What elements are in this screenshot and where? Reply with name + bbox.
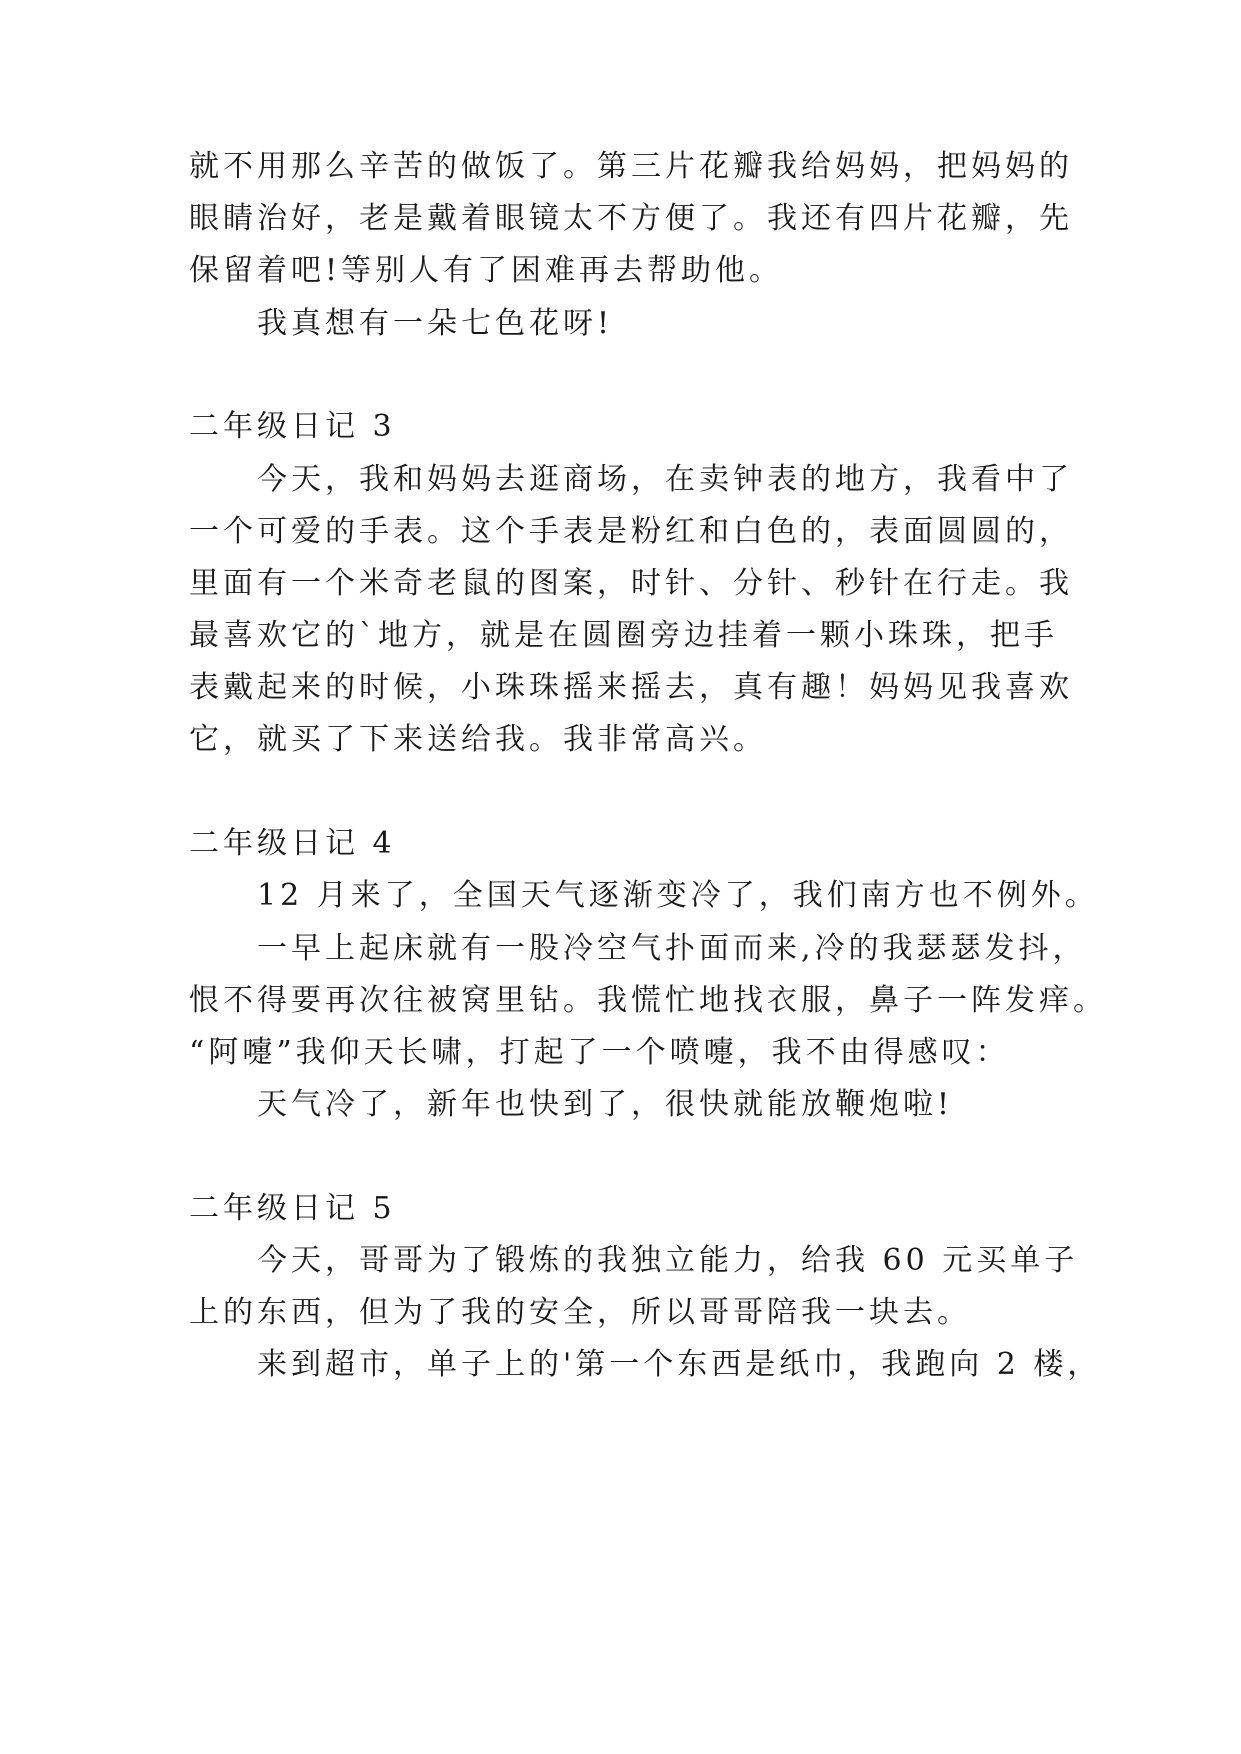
paragraph-line: 今天，我和妈妈去逛商场，在卖钟表的地方，我看中了 (257, 462, 1073, 497)
paragraph-line: 来到超市，单子上的'第一个东西是纸巾，我跑向 2 楼， (257, 1347, 1102, 1382)
section-heading: 二年级日记 4 (189, 826, 396, 861)
paragraph-line: 它，就买了下来送给我。我非常高兴。 (189, 722, 767, 757)
paragraph-line: 恨不得要再次往被窝里钻。我慌忙地找衣服，鼻子一阵发痒。 (189, 983, 1107, 1018)
paragraph-line: 12 月来了，全国天气逐渐变冷了，我们南方也不例外。 (257, 878, 1099, 913)
paragraph-line: 保留着吧!等别人有了困难再去帮助他。 (189, 253, 784, 288)
paragraph-line: 今天，哥哥为了锻炼的我独立能力，给我 60 元买单子 (257, 1243, 1079, 1278)
paragraph-line: 一个可爱的手表。这个手表是粉红和白色的，表面圆圆的， (189, 514, 1073, 549)
section-heading: 二年级日记 5 (189, 1191, 396, 1226)
paragraph-line: 天气冷了，新年也快到了，很快就能放鞭炮啦! (257, 1087, 954, 1122)
paragraph-line: 里面有一个米奇老鼠的图案，时针、分针、秒针在行走。我 (189, 566, 1073, 601)
paragraph-line: 一早上起床就有一股冷空气扑面而来,冷的我瑟瑟发抖， (257, 931, 1087, 966)
paragraph-line: 表戴起来的时候，小珠珠摇来摇去，真有趣！妈妈见我喜欢 (189, 670, 1073, 705)
paragraph-line: 就不用那么辛苦的做饭了。第三片花瓣我给妈妈，把妈妈的 (189, 149, 1073, 184)
paragraph-line: 上的东西，但为了我的安全，所以哥哥陪我一块去。 (189, 1295, 971, 1330)
section-heading: 二年级日记 3 (189, 409, 396, 444)
paragraph-line: “阿嚏”我仰天长啸，打起了一个喷嚏，我不由得感叹： (189, 1035, 1010, 1070)
paragraph-line: 最喜欢它的`地方，就是在圆圈旁边挂着一颗小珠珠，把手 (189, 618, 1058, 653)
paragraph-line: 眼睛治好，老是戴着眼镜太不方便了。我还有四片花瓣，先 (189, 201, 1073, 236)
paragraph-line: 我真想有一朵七色花呀! (257, 306, 614, 341)
